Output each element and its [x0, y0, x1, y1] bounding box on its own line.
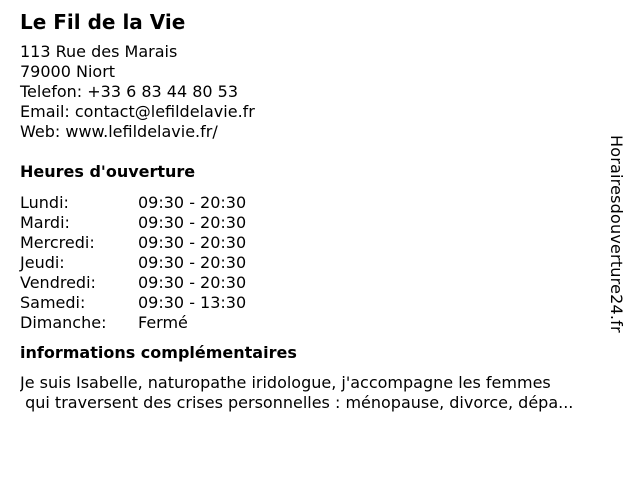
- hours-time-value: 09:30 - 20:30: [138, 233, 247, 252]
- business-card: [20, 10, 620, 413]
- hours-time-value: 09:30 - 20:30: [138, 273, 247, 292]
- hours-row-sunday: [20, 313, 620, 333]
- hours-row-friday: [20, 273, 620, 293]
- web-line: Web: www.lefildelavie.fr/: [20, 122, 218, 141]
- hours-day-label: Lundi:: [20, 193, 69, 212]
- hours-time-value: 09:30 - 20:30: [138, 253, 247, 272]
- phone-line: Telefon: +33 6 83 44 80 53: [20, 82, 239, 101]
- hours-row-monday: [20, 193, 620, 213]
- hours-row-thursday: [20, 253, 620, 273]
- hours-day-label: Mardi:: [20, 213, 70, 232]
- description-text: [20, 373, 624, 413]
- hours-row-wednesday: [20, 233, 620, 253]
- hours-row-tuesday: [20, 213, 620, 233]
- hours-time-value: Fermé: [138, 313, 188, 332]
- hours-time-value: 09:30 - 20:30: [138, 213, 247, 232]
- hours-day-label: Mercredi:: [20, 233, 95, 252]
- site-watermark: Horairesdouverture24.fr: [607, 135, 626, 333]
- business-name: Le Fil de la Vie: [20, 10, 186, 34]
- contact-block: [20, 42, 620, 142]
- hours-heading: Heures d'ouverture: [20, 162, 196, 181]
- hours-row-saturday: [20, 293, 620, 313]
- hours-day-label: Vendredi:: [20, 273, 96, 292]
- email-line: Email: contact@lefildelavie.fr: [20, 102, 255, 121]
- address-street: 113 Rue des Marais: [20, 42, 178, 61]
- hours-time-value: 09:30 - 20:30: [138, 193, 247, 212]
- hours-time-value: 09:30 - 13:30: [138, 293, 247, 312]
- hours-day-label: Jeudi:: [20, 253, 65, 272]
- hours-day-label: Samedi:: [20, 293, 86, 312]
- hours-day-label: Dimanche:: [20, 313, 107, 332]
- description-line-2: qui traversent des crises personnelles : ménopause, divorce, dépa...: [20, 393, 574, 412]
- description-line-1: Je suis Isabelle, naturopathe iridologue, j'accompagne les femmes: [20, 373, 551, 392]
- address-city: 79000 Niort: [20, 62, 116, 81]
- info-heading: informations complémentaires: [20, 343, 297, 362]
- hours-table: [20, 193, 620, 333]
